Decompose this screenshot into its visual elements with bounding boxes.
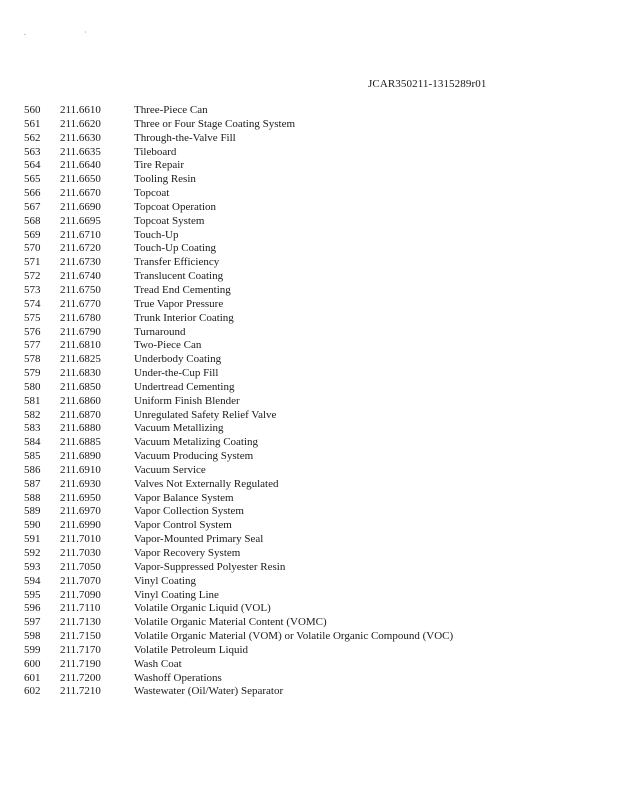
- section-number: 211.6740: [60, 270, 101, 283]
- list-item: [0, 353, 618, 367]
- list-item: [0, 519, 618, 533]
- list-item: [0, 589, 618, 603]
- section-number: 211.6780: [60, 311, 101, 324]
- section-number: 211.6690: [60, 200, 101, 213]
- section-number: 211.6670: [60, 187, 101, 200]
- defined-term: Touch-Up Coating: [134, 242, 217, 255]
- list-item: [0, 381, 618, 395]
- entry-number: 595: [24, 588, 41, 601]
- entry-number: 597: [24, 616, 41, 629]
- entry-number: 590: [24, 519, 41, 532]
- definitions-list: [0, 104, 618, 699]
- list-item: [0, 533, 618, 547]
- section-number: 211.7170: [60, 643, 101, 656]
- section-number: 211.6930: [60, 477, 101, 490]
- entry-number: 561: [24, 117, 41, 130]
- defined-term: Vacuum Metalizing Coating: [134, 436, 259, 449]
- entry-number: 588: [24, 491, 41, 504]
- entry-number: 581: [24, 394, 41, 407]
- list-item: [0, 450, 618, 464]
- defined-term: Volatile Petroleum Liquid: [134, 643, 249, 656]
- section-number: 211.6610: [60, 104, 101, 116]
- defined-term: Translucent Coating: [134, 270, 224, 283]
- list-item: [0, 602, 618, 616]
- list-item: [0, 187, 618, 201]
- section-number: 211.6710: [60, 228, 101, 241]
- defined-term: Vacuum Metallizing: [134, 422, 224, 435]
- section-number: 211.6870: [60, 408, 101, 421]
- list-item: [0, 242, 618, 256]
- section-number: 211.6750: [60, 283, 101, 296]
- entry-number: 583: [24, 422, 41, 435]
- list-item: [0, 422, 618, 436]
- entry-number: 591: [24, 533, 41, 546]
- list-item: [0, 561, 618, 575]
- document-id: JCAR350211-1315289r01: [368, 78, 487, 90]
- entry-number: 586: [24, 463, 41, 476]
- section-number: 211.6910: [60, 463, 101, 476]
- entry-number: 601: [24, 671, 41, 684]
- list-item: [0, 104, 618, 118]
- defined-term: Vinyl Coating: [134, 574, 196, 587]
- entry-number: 566: [24, 187, 41, 200]
- entry-number: 568: [24, 214, 41, 227]
- section-number: 211.6620: [60, 117, 101, 130]
- section-number: 211.7030: [60, 547, 101, 559]
- entry-number: 587: [24, 477, 41, 490]
- entry-number: 594: [24, 574, 41, 587]
- defined-term: Vinyl Coating Line: [134, 588, 219, 601]
- entry-number: 580: [24, 380, 41, 393]
- defined-term: Vapor-Suppressed Polyester Resin: [134, 560, 286, 573]
- list-item: [0, 284, 618, 298]
- list-item: [0, 630, 618, 644]
- defined-term: Uniform Finish Blender: [134, 394, 240, 407]
- section-number: 211.7190: [60, 657, 101, 670]
- section-number: 211.6650: [60, 173, 101, 186]
- list-item: [0, 644, 618, 658]
- entry-number: 565: [24, 173, 41, 186]
- defined-term: Topcoat: [134, 187, 170, 200]
- entry-number: 575: [24, 311, 41, 324]
- entry-number: 584: [24, 436, 41, 449]
- entry-number: 600: [24, 657, 41, 670]
- list-item: [0, 256, 618, 270]
- entry-number: 599: [24, 643, 41, 656]
- list-item: [0, 505, 618, 519]
- section-number: 211.7110: [60, 602, 101, 615]
- entry-number: 572: [24, 270, 41, 283]
- list-item: [0, 436, 618, 450]
- scan-marks: . ·: [24, 28, 115, 37]
- list-item: [0, 298, 618, 312]
- defined-term: Three-Piece Can: [134, 104, 208, 116]
- section-number: 211.6635: [60, 145, 101, 158]
- section-number: 211.6950: [60, 491, 101, 504]
- list-item: [0, 173, 618, 187]
- section-number: 211.6890: [60, 450, 101, 463]
- list-item: [0, 658, 618, 672]
- defined-term: Wastewater (Oil/Water) Separator: [134, 685, 284, 698]
- section-number: 211.7050: [60, 560, 101, 573]
- entry-number: 574: [24, 297, 41, 310]
- defined-term: Transfer Efficiency: [134, 256, 220, 269]
- defined-term: Two-Piece Can: [134, 339, 202, 352]
- section-number: 211.7090: [60, 588, 101, 601]
- defined-term: Tire Repair: [134, 159, 185, 172]
- defined-term: Valves Not Externally Regulated: [134, 477, 279, 490]
- list-item: [0, 575, 618, 589]
- entry-number: 592: [24, 547, 41, 559]
- defined-term: Vapor Collection System: [134, 505, 244, 518]
- defined-term: Three or Four Stage Coating System: [134, 117, 296, 130]
- list-item: [0, 132, 618, 146]
- defined-term: Through-the-Valve Fill: [134, 131, 236, 144]
- defined-term: Volatile Organic Material Content (VOMC): [134, 616, 327, 629]
- section-number: 211.6720: [60, 242, 101, 255]
- section-number: 211.7130: [60, 616, 101, 629]
- section-number: 211.7070: [60, 574, 101, 587]
- entry-number: 582: [24, 408, 41, 421]
- section-number: 211.6770: [60, 297, 101, 310]
- defined-term: Volatile Organic Liquid (VOL): [134, 602, 271, 615]
- defined-term: Volatile Organic Material (VOM) or Volatile Organic Compound (VOC): [134, 630, 454, 643]
- entry-number: 573: [24, 283, 41, 296]
- section-number: 211.6990: [60, 519, 101, 532]
- entry-number: 577: [24, 339, 41, 352]
- entry-number: 593: [24, 560, 41, 573]
- list-item: [0, 215, 618, 229]
- section-number: 211.6630: [60, 131, 101, 144]
- section-number: 211.6860: [60, 394, 101, 407]
- defined-term: Topcoat System: [134, 214, 205, 227]
- list-item: [0, 464, 618, 478]
- defined-term: Touch-Up: [134, 228, 179, 241]
- section-number: 211.6810: [60, 339, 101, 352]
- list-item: [0, 312, 618, 326]
- section-number: 211.7150: [60, 630, 101, 643]
- entry-number: 567: [24, 200, 41, 213]
- section-number: 211.7210: [60, 685, 101, 698]
- list-item: [0, 326, 618, 340]
- defined-term: Tooling Resin: [134, 173, 196, 186]
- defined-term: Under-the-Cup Fill: [134, 367, 219, 380]
- defined-term: Unregulated Safety Relief Valve: [134, 408, 277, 421]
- list-item: [0, 478, 618, 492]
- entry-number: 585: [24, 450, 41, 463]
- list-item: [0, 159, 618, 173]
- defined-term: Vacuum Service: [134, 463, 206, 476]
- defined-term: Underbody Coating: [134, 353, 222, 366]
- entry-number: 589: [24, 505, 41, 518]
- defined-term: Vacuum Producing System: [134, 450, 254, 463]
- entry-number: 596: [24, 602, 41, 615]
- entry-number: 578: [24, 353, 41, 366]
- list-item: [0, 616, 618, 630]
- section-number: 211.6880: [60, 422, 101, 435]
- list-item: [0, 229, 618, 243]
- section-number: 211.6850: [60, 380, 101, 393]
- section-number: 211.6970: [60, 505, 101, 518]
- list-item: [0, 201, 618, 215]
- list-item: [0, 339, 618, 353]
- section-number: 211.6885: [60, 436, 101, 449]
- section-number: 211.6695: [60, 214, 101, 227]
- list-item: [0, 367, 618, 381]
- list-item: [0, 409, 618, 423]
- defined-term: Washoff Operations: [134, 671, 222, 684]
- defined-term: Undertread Cementing: [134, 380, 235, 393]
- section-number: 211.6790: [60, 325, 101, 338]
- entry-number: 576: [24, 325, 41, 338]
- list-item: [0, 395, 618, 409]
- section-number: 211.6830: [60, 367, 101, 380]
- entry-number: 598: [24, 630, 41, 643]
- entry-number: 579: [24, 367, 41, 380]
- defined-term: Tread End Cementing: [134, 283, 231, 296]
- defined-term: Vapor Recovery System: [134, 547, 241, 559]
- section-number: 211.6640: [60, 159, 101, 172]
- section-number: 211.6825: [60, 353, 101, 366]
- list-item: [0, 685, 618, 699]
- list-item: [0, 547, 618, 561]
- defined-term: Turnaround: [134, 325, 186, 338]
- defined-term: Tileboard: [134, 145, 177, 158]
- entry-number: 571: [24, 256, 41, 269]
- entry-number: 562: [24, 131, 41, 144]
- entry-number: 602: [24, 685, 41, 698]
- defined-term: Trunk Interior Coating: [134, 311, 234, 324]
- defined-term: Wash Coat: [134, 657, 182, 670]
- entry-number: 560: [24, 104, 41, 116]
- entry-number: 569: [24, 228, 41, 241]
- list-item: [0, 118, 618, 132]
- defined-term: True Vapor Pressure: [134, 297, 224, 310]
- defined-term: Vapor Control System: [134, 519, 232, 532]
- defined-term: Vapor Balance System: [134, 491, 234, 504]
- section-number: 211.6730: [60, 256, 101, 269]
- defined-term: Topcoat Operation: [134, 200, 217, 213]
- list-item: [0, 146, 618, 160]
- entry-number: 563: [24, 145, 41, 158]
- list-item: [0, 492, 618, 506]
- entry-number: 570: [24, 242, 41, 255]
- defined-term: Vapor-Mounted Primary Seal: [134, 533, 264, 546]
- section-number: 211.7200: [60, 671, 101, 684]
- entry-number: 564: [24, 159, 41, 172]
- list-item: [0, 270, 618, 284]
- list-item: [0, 672, 618, 686]
- section-number: 211.7010: [60, 533, 101, 546]
